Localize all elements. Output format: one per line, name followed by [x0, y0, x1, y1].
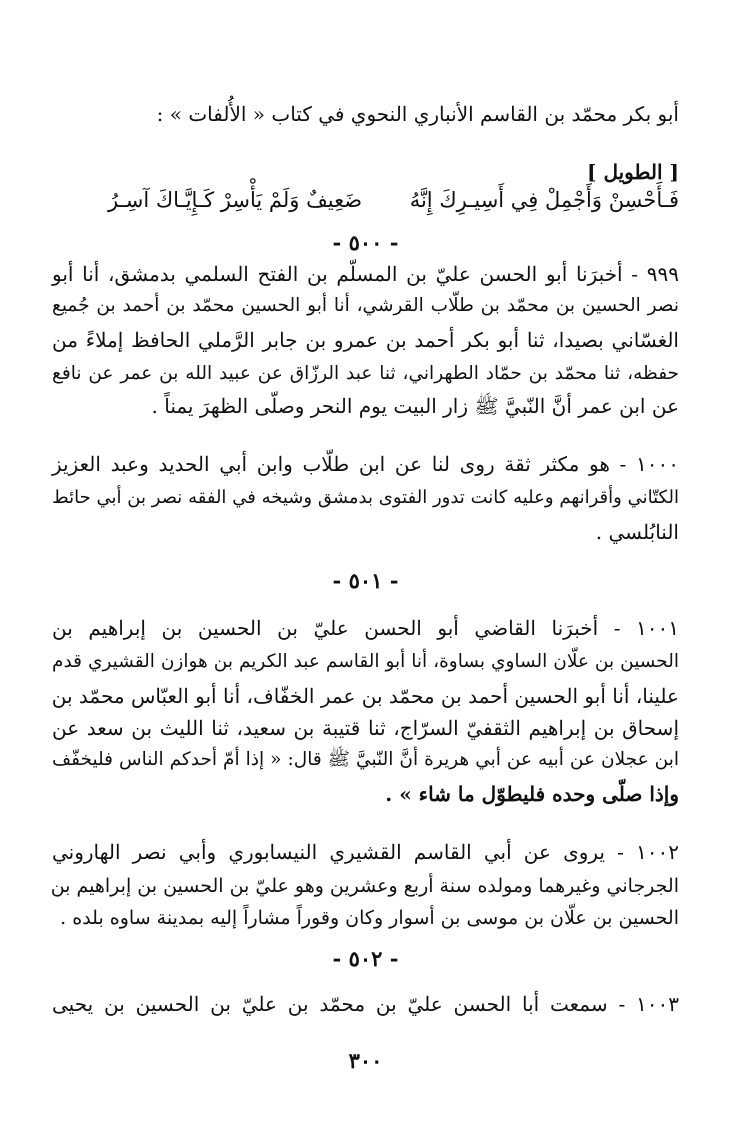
text-line: إسحاق بن إبراهيم الثقفيّ السرّاج، ثنا قتيبة بن سعيد، ثنا الليث بن سعد عن: [52, 716, 679, 740]
text-line: ١٠٠٠ - هو مكثر ثقة روى لنا عن ابن طلّاب وابن أبي الحديد وعبد العزيز: [52, 452, 679, 476]
text-line: الغسّاني بصيدا، ثنا أبو بكر أحمد بن عمرو بن جابر الرَّملي الحافظ إملاءً من: [52, 328, 679, 352]
text-line: ٩٩٩ - أخبرَنا أبو الحسن عليّ بن المسلّم بن الفتح السلمي بدمشق، أنا أبو: [52, 262, 679, 286]
text-line: ١٠٠١ - أخبرَنا القاضي أبو الحسن عليّ بن الحسين بن إبراهيم بن: [52, 616, 679, 640]
section-number: - ٥٠١ -: [332, 568, 399, 593]
text-line: علينا، أنا أبو الحسين أحمد بن محمّد بن عمر الخفّاف، أنا أبو العبّاس محمّد بن: [51, 684, 679, 708]
meter-label: [ الطويل ]: [587, 160, 679, 184]
intro-line: أبو بكر محمّد بن القاسم الأنباري النحوي في كتاب « الأُلفات » :: [156, 102, 679, 126]
text-line: نصر الحسين بن محمّد بن طلّاب القرشي، أنا أبو الحسين محمّد بن أحمد بن جُميع: [52, 295, 679, 316]
text-line: عن ابن عمر أنَّ النّبيَّ ﷺ زار البيت يوم النحر وصلّى الظهرَ يمناً .: [151, 394, 679, 418]
verse-first-hemistich: فَـأَحْسِنْ وَأَجْمِلْ فِي أَسِيـرِكَ إِنَّهُ: [409, 188, 679, 212]
text-line: وإذا صلّى وحده فليطوّل ما شاء » .: [385, 782, 679, 806]
text-line: النابُلسي .: [595, 520, 679, 544]
section-number: - ٥٠٠ -: [332, 230, 399, 255]
text-line: حفظه، ثنا محمّد بن حمّاد الطهراني، ثنا عبد الرزّاق عن عبيد الله بن عمر عن نافع: [52, 363, 679, 384]
text-line: الحسين بن علّان بن موسى بن أسوار وكان وقوراً مشاراً إليه بمدينة ساوه بلده .: [60, 907, 679, 929]
text-line: ١٠٠٢ - يروى عن أبي القاسم القشيري النيسابوري وأبي نصر الهاروني: [52, 840, 679, 864]
text-line: الحسين بن علّان الساوي بساوة، أنا أبو القاسم عبد الكريم بن هوازن القشيري قدم: [52, 651, 679, 672]
text-line: ١٠٠٣ - سمعت أبا الحسن عليّ بن محمّد بن عليّ بن الحسين بن يحيى: [52, 992, 679, 1016]
text-line: الجرجاني وغيرهما ومولده سنة أربع وعشرين وهو عليّ بن الحسين بن إبراهيم بن: [50, 875, 679, 897]
text-line: الكتّاني وأقرانهم وعليه كانت تدور الفتوى بدمشق وشيخه في الفقه نصر بن أبي حائط: [52, 487, 679, 508]
page-number: ٣٠٠: [348, 1048, 383, 1073]
section-number: - ٥٠٢ -: [332, 946, 399, 971]
verse-second-hemistich: ضَعِيفٌ وَلَمْ يَأْسِرْ كَـإِيَّـاكَ آسِـرُ: [108, 188, 363, 212]
text-line: ابن عجلان عن أبيه عن أبي هريرة أنَّ النّبيَّ ﷺ قال: « إذا أمّ أحدكم الناس فليخفّف: [52, 749, 679, 770]
